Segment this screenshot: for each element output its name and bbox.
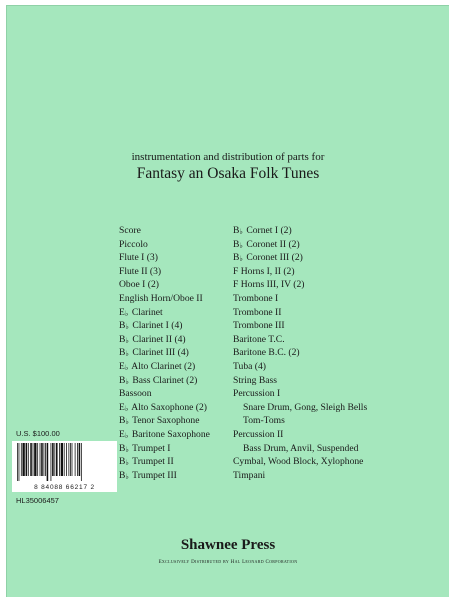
part-label: Trombone III xyxy=(233,320,285,332)
part-label: Baritone Saxophone xyxy=(129,428,210,440)
part-label: Bass Clarinet (2) xyxy=(129,374,198,386)
barcode-bar xyxy=(75,443,76,476)
publisher-logo: Shawnee Press xyxy=(180,537,276,553)
part-label: Trumpet I xyxy=(129,442,171,454)
left-part-item xyxy=(119,428,210,442)
right-part-item xyxy=(233,251,367,265)
left-part-item xyxy=(119,265,210,279)
barcode-bar xyxy=(51,443,52,481)
part-label: English Horn/Oboe II xyxy=(119,292,203,304)
part-label: F Horns III, IV (2) xyxy=(233,279,305,291)
key-letter: B xyxy=(119,469,126,481)
barcode-bar xyxy=(68,443,69,476)
barcode-bar xyxy=(17,443,18,481)
parts-list-right xyxy=(233,224,367,482)
key-letter: B xyxy=(119,442,126,454)
key-letter: B xyxy=(119,415,126,427)
part-label: Clarinet II (4) xyxy=(129,333,186,345)
part-label: F Horns I, II (2) xyxy=(233,265,295,277)
part-label: Cornet I (2) xyxy=(243,225,292,236)
part-label: Trombone II xyxy=(233,306,282,318)
right-part-item xyxy=(233,455,367,469)
right-part-item xyxy=(233,265,367,279)
barcode-bar xyxy=(22,443,24,476)
barcode-bar xyxy=(47,443,49,481)
flat-icon: ♭ xyxy=(125,471,129,481)
part-label: Trumpet II xyxy=(129,456,174,468)
right-part-item xyxy=(233,428,367,442)
barcode-bar xyxy=(45,443,46,476)
right-part-item xyxy=(233,414,367,428)
part-label: Tom-Toms xyxy=(243,415,285,427)
key-letter: B xyxy=(119,333,126,345)
part-label: Timpani xyxy=(233,469,266,481)
key-letter: E xyxy=(119,360,125,372)
part-label: Flute I (3) xyxy=(119,252,158,264)
key-letter: E xyxy=(119,306,125,318)
left-part-item xyxy=(119,455,210,469)
left-part-item xyxy=(119,401,210,415)
flat-icon: ♭ xyxy=(125,322,129,332)
piece-title: Fantasy an Osaka Folk Tunes xyxy=(136,165,320,182)
part-label: Cymbal, Wood Block, Xylophone xyxy=(233,456,364,468)
barcode-bar xyxy=(72,443,73,476)
part-label: Clarinet xyxy=(129,306,163,318)
right-part-item xyxy=(233,306,367,320)
left-part-item xyxy=(119,346,210,360)
left-part-item xyxy=(119,333,210,347)
key-letter: B xyxy=(233,252,240,264)
barcode-bar xyxy=(21,443,22,476)
right-part-item xyxy=(233,442,367,456)
left-part-item xyxy=(119,319,210,333)
barcode-bar xyxy=(77,443,78,476)
part-label: Coronet III (2) xyxy=(243,252,303,264)
left-part-item xyxy=(119,224,210,238)
part-label: Bass Drum, Anvil, Suspended xyxy=(243,442,359,454)
barcode-bar xyxy=(56,443,58,476)
flat-icon: ♭ xyxy=(124,403,129,413)
right-part-item xyxy=(233,387,367,401)
right-part-item xyxy=(233,333,367,347)
barcode-bar xyxy=(28,443,29,476)
barcode-bar xyxy=(34,443,36,476)
flat-icon: ♭ xyxy=(124,308,129,318)
part-label: Piccolo xyxy=(119,238,148,250)
right-part-item xyxy=(233,374,367,388)
right-part-item xyxy=(233,401,367,415)
right-part-item xyxy=(233,360,367,374)
left-part-item xyxy=(119,292,210,306)
part-label: Score xyxy=(119,225,141,236)
left-part-item xyxy=(119,251,210,265)
barcode-bar xyxy=(41,443,43,476)
left-part-item xyxy=(119,374,210,388)
part-label: Tuba (4) xyxy=(233,360,266,372)
barcode-bars xyxy=(15,443,114,481)
left-part-item xyxy=(119,278,210,292)
barcode-bar xyxy=(52,443,54,476)
key-letter: B xyxy=(119,374,126,386)
part-label: Alto Saxophone (2) xyxy=(129,401,207,413)
left-part-item xyxy=(119,360,210,374)
flat-icon: ♭ xyxy=(125,335,129,345)
barcode xyxy=(12,441,117,492)
flat-icon: ♭ xyxy=(125,349,129,359)
part-label: Clarinet III (4) xyxy=(129,347,189,359)
flat-icon: ♭ xyxy=(125,417,129,427)
key-letter: E xyxy=(119,428,125,440)
left-part-item xyxy=(119,238,210,252)
part-label: Oboe I (2) xyxy=(119,279,159,291)
part-label: Flute II (3) xyxy=(119,265,162,277)
left-part-item xyxy=(119,387,210,401)
left-part-item xyxy=(119,306,210,320)
key-letter: B xyxy=(233,225,240,236)
barcode-bar xyxy=(54,443,55,476)
barcode-bar xyxy=(33,443,34,476)
key-letter: E xyxy=(119,401,125,413)
right-part-item xyxy=(233,346,367,360)
flat-icon: ♭ xyxy=(239,227,243,236)
flat-icon: ♭ xyxy=(239,254,243,264)
part-label: Trombone I xyxy=(233,292,279,304)
back-cover xyxy=(6,5,449,597)
barcode-digits: 8 84088 66217 2 xyxy=(34,484,95,491)
flat-icon: ♭ xyxy=(124,362,129,372)
right-part-item xyxy=(233,319,367,333)
part-label: Alto Clarinet (2) xyxy=(129,360,196,372)
part-label: String Bass xyxy=(233,374,277,386)
right-part-item xyxy=(233,292,367,306)
part-label: Trumpet III xyxy=(129,469,177,481)
part-label: Bassoon xyxy=(119,388,152,400)
part-label: Snare Drum, Gong, Sleigh Bells xyxy=(243,401,368,413)
key-letter: B xyxy=(119,456,126,468)
distributor-line: Exclusively Distributed by Hal Leonard Corporation xyxy=(158,560,298,565)
barcode-bar xyxy=(70,443,71,476)
barcode-bar xyxy=(30,443,32,476)
right-part-item xyxy=(233,224,367,238)
barcode-bar xyxy=(61,443,63,476)
part-label: Percussion I xyxy=(233,388,281,400)
part-label: Baritone B.C. (2) xyxy=(233,347,300,359)
key-letter: B xyxy=(119,320,126,332)
barcode-bar xyxy=(81,443,82,481)
part-label: Coronet II (2) xyxy=(243,238,300,250)
part-label: Percussion II xyxy=(233,428,284,440)
part-label: Tenor Saxophone xyxy=(129,415,200,427)
flat-icon: ♭ xyxy=(125,376,129,386)
barcode-bar xyxy=(66,443,67,476)
key-letter: B xyxy=(119,347,126,359)
barcode-bar xyxy=(26,443,28,476)
barcode-bar xyxy=(40,443,41,476)
right-part-item xyxy=(233,278,367,292)
flat-icon: ♭ xyxy=(124,430,129,440)
part-label: Clarinet I (4) xyxy=(129,320,183,332)
left-part-item xyxy=(119,469,210,483)
flat-icon: ♭ xyxy=(239,240,243,250)
barcode-bar xyxy=(44,443,45,476)
flat-icon: ♭ xyxy=(125,458,129,468)
product-code: HL35006457 xyxy=(16,496,59,505)
price-label: U.S. $100.00 xyxy=(16,429,60,438)
instrumentation-heading: instrumentation and distribution of parts for xyxy=(131,151,325,163)
left-part-item xyxy=(119,414,210,428)
right-part-item xyxy=(233,469,367,483)
parts-list-left xyxy=(119,224,210,482)
key-letter: B xyxy=(233,238,240,250)
barcode-bar xyxy=(64,443,65,476)
barcode-bar xyxy=(79,443,81,476)
part-label: Baritone T.C. xyxy=(233,333,285,345)
barcode-bar xyxy=(59,443,60,476)
barcode-bar xyxy=(37,443,38,476)
flat-icon: ♭ xyxy=(125,444,129,454)
barcode-bar xyxy=(19,443,20,481)
right-part-item xyxy=(233,238,367,252)
left-part-item xyxy=(119,442,210,456)
